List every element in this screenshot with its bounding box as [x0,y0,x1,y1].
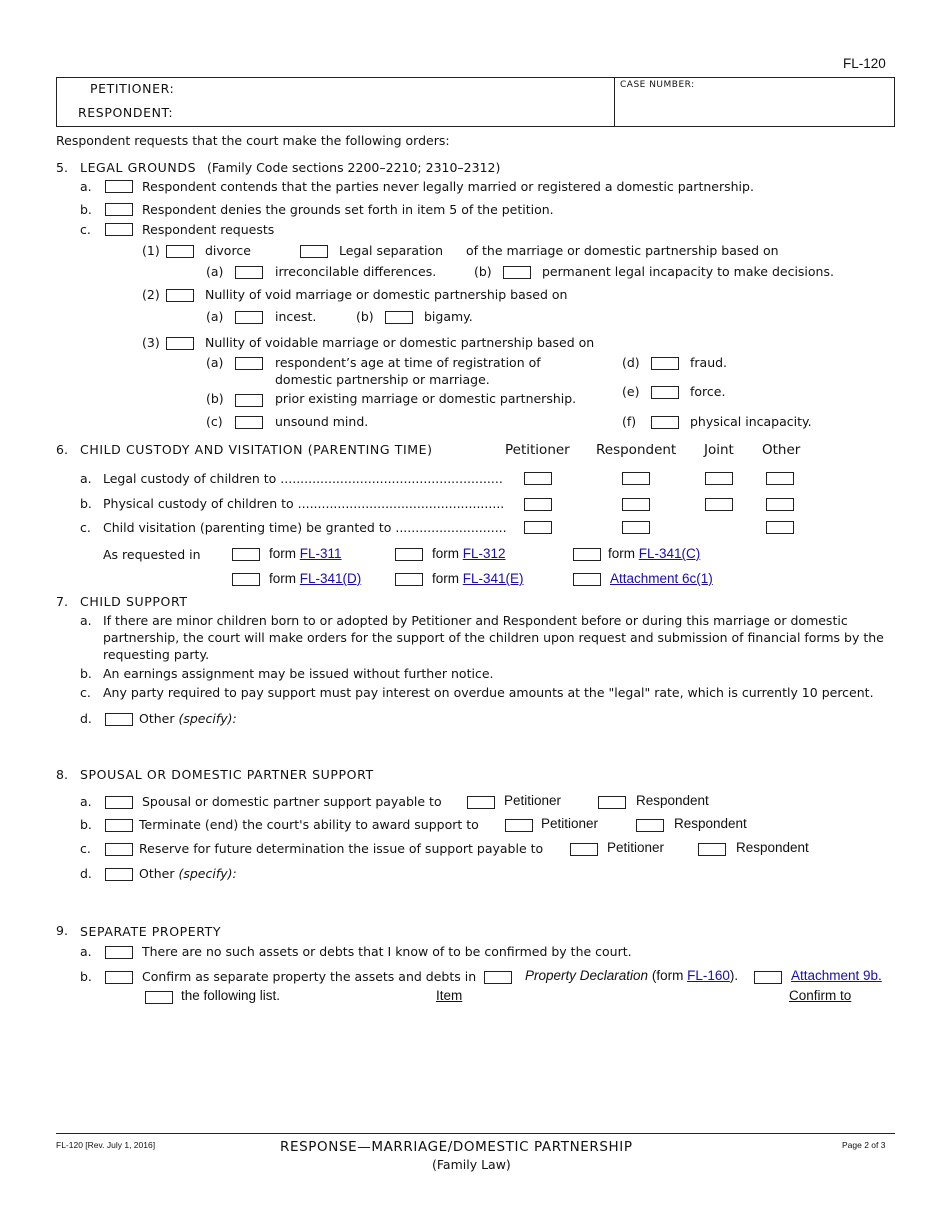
fl341d-item [269,571,361,586]
fl341e-item [432,571,524,586]
physical-custody-petitioner-checkbox[interactable] [524,498,552,511]
incest-checkbox[interactable] [235,311,263,324]
item5c1-based-on: of the marriage or domestic partnership based on [466,243,779,258]
item7a-line1: If there are minor children born to or adopted by Petitioner and Respondent before or during this marriage or domestic [103,613,848,628]
attachment-9b-checkbox[interactable] [754,971,782,984]
item5c3a-letter: (a) [206,355,224,370]
legal-custody-other-checkbox[interactable] [766,472,794,485]
form-label: form [432,571,459,586]
legal-custody-respondent-checkbox[interactable] [622,472,650,485]
void-nullity-label: Nullity of void marriage or domestic partnership based on [205,287,568,302]
fraud-label: fraud. [690,355,728,370]
item8c-respondent-checkbox[interactable] [698,843,726,856]
item8b-checkbox[interactable] [105,819,133,832]
physical-incapacity-label: physical incapacity. [690,414,812,429]
item9b-checkbox[interactable] [105,971,133,984]
item8d-letter: d. [80,866,92,881]
item6c-letter: c. [80,520,91,535]
physical-custody-respondent-checkbox[interactable] [622,498,650,511]
item8d-label [139,866,237,881]
item5c-text: Respondent requests [142,222,275,237]
caption-divider [614,77,615,127]
item9-number: 9. [56,923,68,938]
item8a-petitioner-checkbox[interactable] [467,796,495,809]
item5c2-number: (2) [142,287,160,302]
voidable-nullity-checkbox[interactable] [166,337,194,350]
visitation-respondent-checkbox[interactable] [622,521,650,534]
visitation-petitioner-checkbox[interactable] [524,521,552,534]
item6c-text: Child visitation (parenting time) be granted to ............................ [103,520,507,535]
item5a-text: Respondent contends that the parties never legally married or registered a domestic partnership. [142,179,754,194]
item5-number: 5. [56,160,68,175]
fl341d-link[interactable]: FL-341(D) [299,571,362,586]
footer-subtitle: (Family Law) [432,1157,511,1172]
fraud-checkbox[interactable] [651,357,679,370]
item9b-text: Confirm as separate property the assets and debts in [142,969,477,984]
item7c-letter: c. [80,685,91,700]
item8a-petitioner-label: Petitioner [504,793,562,808]
item8b-text: Terminate (end) the court's ability to award support to [139,817,479,832]
item8c-petitioner-checkbox[interactable] [570,843,598,856]
form-label: form [432,546,459,561]
form-id: FL-120 [843,56,886,71]
item7d-checkbox[interactable] [105,713,133,726]
item7a-letter: a. [80,613,92,628]
item5b-checkbox[interactable] [105,203,133,216]
item5a-checkbox[interactable] [105,180,133,193]
item7-number: 7. [56,594,68,609]
fl341c-link[interactable]: FL-341(C) [638,546,701,561]
item7d-specify-field[interactable] [240,710,880,746]
fl312-item [432,546,506,561]
item7a-line2: partnership, the court will make orders for the support of the children upon request and submission of financial forms by the [103,630,884,645]
voidable-nullity-label: Nullity of voidable marriage or domestic partnership based on [205,335,595,350]
physical-custody-joint-checkbox[interactable] [705,498,733,511]
item8b-petitioner-checkbox[interactable] [505,819,533,832]
incest-label: incest. [275,309,317,324]
item5a-letter: a. [80,179,92,194]
age-label-line1: respondent’s age at time of registration of [275,355,541,370]
bigamy-checkbox[interactable] [385,311,413,324]
attachment-9b-link [791,968,882,983]
item8c-text: Reserve for future determination the issue of support payable to [139,841,544,856]
item8a-checkbox[interactable] [105,796,133,809]
item7a-line3: requesting party. [103,647,210,662]
petitioner-field[interactable] [118,80,608,98]
respondent-label: RESPONDENT: [78,105,174,120]
force-label: force. [690,384,726,399]
age-label-line2: domestic partnership or marriage. [275,372,490,387]
prior-marriage-label: prior existing marriage or domestic partnership. [275,391,577,406]
void-nullity-checkbox[interactable] [166,289,194,302]
fl341c-item [608,546,700,561]
col-respondent: Respondent [596,442,677,458]
fl341c-checkbox[interactable] [573,548,601,561]
respondent-field[interactable] [188,104,608,122]
item7b-letter: b. [80,666,92,681]
item-column-header: Item [436,988,463,1003]
following-list-checkbox[interactable] [145,991,173,1004]
item5c3f-letter: (f) [622,414,637,429]
incapacity-label: permanent legal incapacity to make decisions. [542,264,834,279]
item7-title: CHILD SUPPORT [80,594,188,609]
fl311-checkbox[interactable] [232,548,260,561]
item8b-respondent-checkbox[interactable] [636,819,664,832]
following-list-label: the following list. [181,988,281,1003]
item7c-text: Any party required to pay support must pay interest on overdue amounts at the "legal" rate, which is currently 10 percent. [103,685,874,700]
fl341d-checkbox[interactable] [232,573,260,586]
item8d-checkbox[interactable] [105,868,133,881]
item8d-specify-field[interactable] [240,865,880,901]
item6a-text: Legal custody of children to ........................................................ [103,471,503,486]
fl312-checkbox[interactable] [395,548,423,561]
item5c-checkbox[interactable] [105,223,133,236]
item5c3c-letter: (c) [206,414,223,429]
prior-marriage-checkbox[interactable] [235,394,263,407]
attachment-9b-link-text[interactable]: Attachment 9b. [791,968,882,983]
item8b-petitioner-label: Petitioner [541,816,599,831]
fl312-link[interactable]: FL-312 [462,546,506,561]
form-label: form [608,546,635,561]
fl341e-link[interactable]: FL-341(E) [462,571,524,586]
item5c-letter: c. [80,222,91,237]
legal-separation-checkbox[interactable] [300,245,328,258]
visitation-other-checkbox[interactable] [766,521,794,534]
item8a-letter: a. [80,794,92,809]
item8-title: SPOUSAL OR DOMESTIC PARTNER SUPPORT [80,767,374,782]
property-declaration-label: Property Declaration [525,968,649,983]
legal-custody-joint-checkbox[interactable] [705,472,733,485]
item5b-text: Respondent denies the grounds set forth in item 5 of the petition. [142,202,554,217]
item5-title: LEGAL GROUNDS [80,160,197,175]
physical-incapacity-checkbox[interactable] [651,416,679,429]
item8c-letter: c. [80,841,91,856]
irreconcilable-label: irreconcilable differences. [275,264,437,279]
form-label: form [269,571,296,586]
item8d-specify: (specify): [178,866,237,881]
item9a-text: There are no such assets or debts that I know of to be confirmed by the court. [142,944,632,959]
item6b-letter: b. [80,496,92,511]
confirm-to-column-header: Confirm to [789,988,852,1003]
col-other: Other [762,442,801,458]
form-label: form [269,546,296,561]
property-declaration-checkbox[interactable] [484,971,512,984]
fl160-link[interactable]: FL-160 [687,968,730,983]
item5c3e-letter: (e) [622,384,640,399]
physical-custody-other-checkbox[interactable] [766,498,794,511]
item5c1b-letter: (b) [474,264,492,279]
item8b-respondent-label: Respondent [674,816,747,831]
col-joint: Joint [704,442,734,458]
property-declaration-ref [525,968,738,983]
footer-title: RESPONSE—MARRIAGE/DOMESTIC PARTNERSHIP [280,1139,633,1155]
age-checkbox[interactable] [235,357,263,370]
incapacity-checkbox[interactable] [503,266,531,279]
item7d-other: Other [139,711,175,726]
divorce-label: divorce [205,243,251,258]
case-number-label: CASE NUMBER: [620,80,695,90]
item5b-letter: b. [80,202,92,217]
item8-number: 8. [56,767,68,782]
attachment-6c1-checkbox[interactable] [573,573,601,586]
attachment-6c1-item [610,571,713,586]
item7d-specify: (specify): [178,711,237,726]
item8d-other: Other [139,866,175,881]
item5c1-number: (1) [142,243,160,258]
bigamy-label: bigamy. [424,309,473,324]
item8c-petitioner-label: Petitioner [607,840,665,855]
item5c2a-letter: (a) [206,309,224,324]
item6b-text: Physical custody of children to .................................................... [103,496,505,511]
item9a-checkbox[interactable] [105,946,133,959]
item8c-respondent-label: Respondent [736,840,809,855]
attachment-6c1-link[interactable]: Attachment 6c(1) [610,571,713,586]
item7d-label [139,711,237,726]
force-checkbox[interactable] [651,386,679,399]
item8a-respondent-checkbox[interactable] [598,796,626,809]
item7b-text: An earnings assignment may be issued without further notice. [103,666,494,681]
item6-number: 6. [56,442,68,457]
intro-text: Respondent requests that the court make the following orders: [56,133,450,148]
property-declaration-form-open: (form [651,968,684,983]
legal-custody-petitioner-checkbox[interactable] [524,472,552,485]
item8a-text: Spousal or domestic partner support payable to [142,794,442,809]
irreconcilable-checkbox[interactable] [235,266,263,279]
item5c2b-letter: (b) [356,309,374,324]
fl311-link[interactable]: FL-311 [299,546,342,561]
item6-title: CHILD CUSTODY AND VISITATION (PARENTING TIME) [80,442,433,457]
footer-page-number: Page 2 of 3 [842,1140,886,1150]
item5-subtitle: (Family Code sections 2200–2210; 2310–2312) [207,160,501,175]
footer-rule [56,1133,895,1134]
property-declaration-close: ). [729,968,739,983]
item9b-letter: b. [80,969,92,984]
item6a-letter: a. [80,471,92,486]
item7d-letter: d. [80,711,92,726]
item8b-letter: b. [80,817,92,832]
item5c3b-letter: (b) [206,391,224,406]
item8c-checkbox[interactable] [105,843,133,856]
item5c3-number: (3) [142,335,160,350]
divorce-checkbox[interactable] [166,245,194,258]
item9a-letter: a. [80,944,92,959]
fl341e-checkbox[interactable] [395,573,423,586]
col-petitioner: Petitioner [505,442,570,458]
unsound-mind-label: unsound mind. [275,414,369,429]
fl311-item [269,546,342,561]
legal-separation-label: Legal separation [339,243,444,258]
unsound-mind-checkbox[interactable] [235,416,263,429]
case-number-field[interactable] [620,93,890,123]
item5c3d-letter: (d) [622,355,640,370]
footer-revision: FL-120 [Rev. July 1, 2016] [56,1140,156,1150]
item8a-respondent-label: Respondent [636,793,709,808]
item5c1a-letter: (a) [206,264,224,279]
item9-title: SEPARATE PROPERTY [80,924,222,939]
as-requested-label: As requested in [103,547,201,562]
petitioner-label: PETITIONER: [90,81,175,96]
